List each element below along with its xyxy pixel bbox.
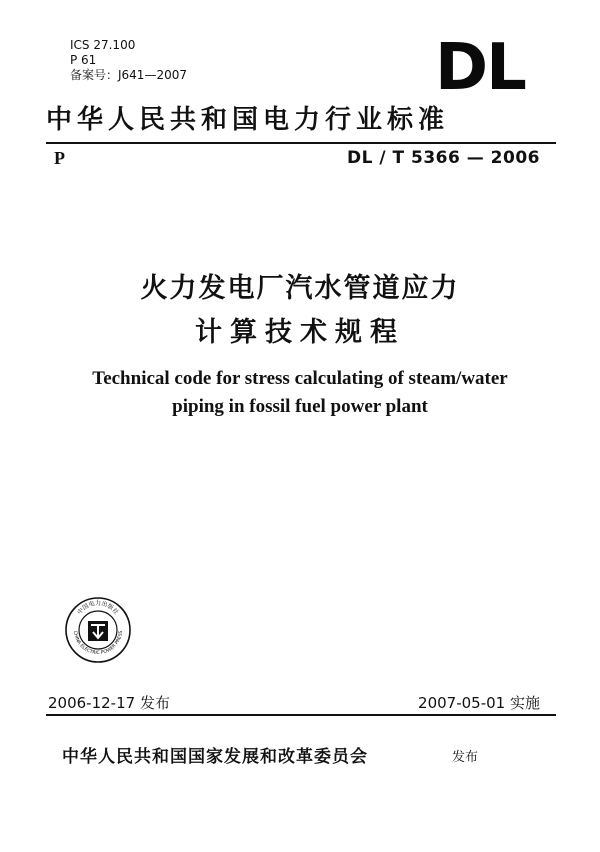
- title-en-line1: Technical code for stress calculating of steam/water: [92, 368, 508, 389]
- issuer-name: 中华人民共和国国家发展和改革委员会: [62, 747, 368, 767]
- class-letter: P: [54, 148, 65, 168]
- title-en-line2: piping in fossil fuel power plant: [172, 396, 428, 417]
- publisher-logo-ring-text: CHINA ELECTRIC POWER PRESS: [71, 630, 125, 657]
- ics-code: ICS 27.100: [70, 38, 136, 52]
- publisher-logo: [64, 596, 132, 664]
- title-cn-line2: 计算技术规程: [195, 317, 405, 348]
- bottom-divider: [46, 714, 556, 716]
- issuer-suffix: 发布: [452, 750, 479, 765]
- p-code: P 61: [70, 53, 97, 67]
- standard-number: DL / T 5366 — 2006: [347, 148, 540, 168]
- publisher-logo-top-text: 中国电力出版社: [76, 600, 120, 616]
- industry-standard-title: 中华人民共和国电力行业标准: [46, 105, 450, 135]
- top-divider: [46, 142, 556, 144]
- issue-date: 2006-12-17 发布: [48, 694, 170, 712]
- title-cn-line1: 火力发电厂汽水管道应力: [140, 273, 460, 304]
- record-number: 备案号：J641—2007: [70, 68, 187, 82]
- effective-date: 2007-05-01 实施: [418, 694, 540, 712]
- dl-logo: DL: [435, 31, 525, 105]
